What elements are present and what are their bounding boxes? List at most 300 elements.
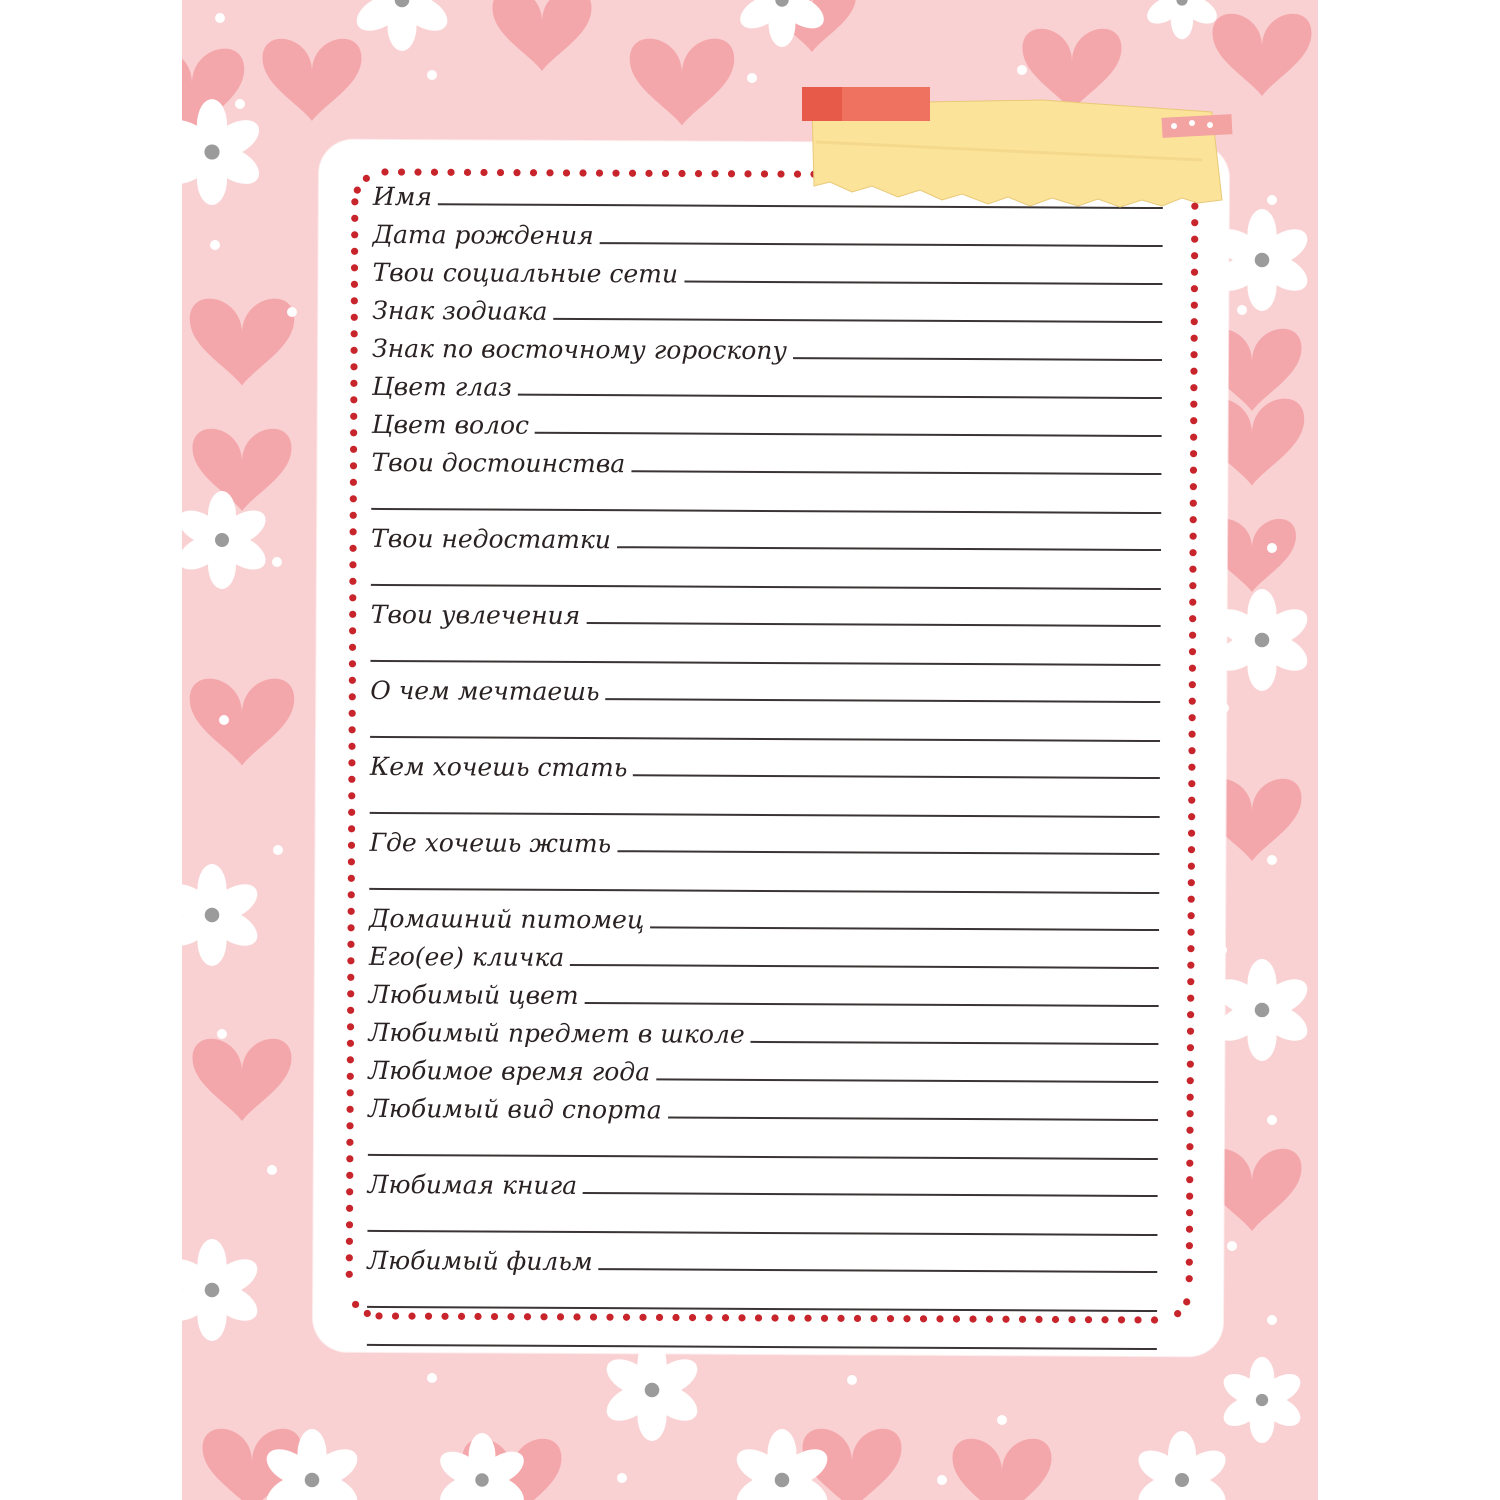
border-dot	[348, 842, 355, 849]
border-dot	[1191, 335, 1198, 342]
border-dot	[1189, 566, 1196, 573]
border-dot	[1190, 351, 1197, 358]
dot-decoration	[1227, 1241, 1237, 1251]
flower-icon	[182, 491, 271, 589]
questionnaire-card	[313, 140, 1229, 1357]
border-dot	[1191, 252, 1198, 259]
border-dot	[348, 875, 355, 882]
answer-line[interactable]	[668, 1115, 1158, 1121]
border-dot	[887, 1315, 894, 1322]
border-dot	[672, 1314, 679, 1321]
field-label: Любимая книга	[367, 1169, 578, 1200]
border-dot	[346, 1172, 353, 1179]
border-dot	[1187, 1011, 1194, 1018]
border-dot	[1186, 1143, 1193, 1150]
border-dot	[1189, 698, 1196, 705]
border-dot	[1186, 1259, 1193, 1266]
dot-decoration	[1267, 195, 1277, 205]
border-dot	[346, 1271, 353, 1278]
answer-line[interactable]	[617, 545, 1161, 551]
border-dot	[349, 677, 356, 684]
border-dot	[1186, 1127, 1193, 1134]
border-dot	[1188, 731, 1195, 738]
border-dot	[441, 1313, 448, 1320]
border-dot	[363, 175, 370, 182]
border-dot	[491, 1313, 498, 1320]
border-dot	[1186, 1160, 1193, 1167]
border-dot	[530, 169, 537, 176]
answer-line[interactable]	[585, 1001, 1159, 1007]
border-dot	[1035, 1316, 1042, 1323]
field-label: О чем мечтаешь	[370, 675, 600, 707]
border-dot	[348, 726, 355, 733]
border-dot	[821, 1315, 828, 1322]
answer-line[interactable]	[617, 849, 1159, 855]
border-dot	[579, 169, 586, 176]
border-dot	[1187, 962, 1194, 969]
dot-decoration	[223, 1265, 233, 1275]
dot-decoration	[1267, 855, 1277, 865]
border-dot	[1186, 1226, 1193, 1233]
border-dot	[1187, 929, 1194, 936]
border-dot	[837, 1315, 844, 1322]
heart-icon	[190, 299, 295, 386]
border-dot	[629, 170, 636, 177]
border-dot	[557, 1313, 564, 1320]
field-label: Твои увлечения	[370, 599, 581, 630]
border-dot	[349, 611, 356, 618]
form-field[interactable]	[372, 370, 1162, 406]
border-dot	[350, 446, 357, 453]
border-dot	[656, 1314, 663, 1321]
border-dot	[1191, 285, 1198, 292]
border-dot	[351, 198, 358, 205]
border-dot	[645, 170, 652, 177]
border-dot	[1188, 797, 1195, 804]
flower-icon	[351, 0, 454, 51]
field-label: Домашний питомец	[369, 903, 645, 935]
field-label: Его(ее) кличка	[368, 941, 565, 972]
form-field[interactable]	[369, 978, 1159, 1014]
border-dot	[347, 924, 354, 931]
border-dot	[986, 1316, 993, 1323]
border-dot	[346, 1122, 353, 1129]
border-dot	[1134, 1316, 1141, 1323]
border-dot	[1187, 945, 1194, 952]
border-dot	[347, 1073, 354, 1080]
border-dot	[1188, 813, 1195, 820]
border-dot	[347, 941, 354, 948]
field-label: Любимое время года	[368, 1055, 651, 1087]
form-field[interactable]	[369, 940, 1159, 976]
border-dot	[1187, 995, 1194, 1002]
border-dot	[347, 1056, 354, 1063]
dot-decoration	[210, 240, 220, 250]
border-dot	[1186, 1209, 1193, 1216]
dot-decoration	[217, 1029, 227, 1039]
border-dot	[349, 578, 356, 585]
border-dot	[1188, 896, 1195, 903]
border-dot	[347, 974, 354, 981]
border-dot	[1189, 533, 1196, 540]
dot-decoration	[1237, 305, 1247, 315]
answer-line[interactable]	[535, 431, 1162, 437]
heart-icon	[493, 0, 592, 71]
border-dot	[1189, 648, 1196, 655]
flower-icon	[435, 1433, 530, 1500]
border-dot	[788, 1314, 795, 1321]
border-dot	[1191, 269, 1198, 276]
border-dot	[507, 1313, 514, 1320]
border-dot	[346, 1254, 353, 1261]
border-dot	[761, 170, 768, 177]
field-label: Имя	[372, 181, 433, 212]
field-label: Где хочешь жить	[369, 827, 612, 859]
border-dot	[346, 1139, 353, 1146]
border-dot	[347, 1023, 354, 1030]
border-dot	[1187, 1061, 1194, 1068]
answer-line[interactable]	[605, 697, 1160, 703]
dot-decoration	[1017, 65, 1027, 75]
notebook-page	[182, 0, 1318, 1500]
dot-decoration	[427, 70, 437, 80]
border-dot	[350, 479, 357, 486]
border-dot	[408, 1313, 415, 1320]
border-dot	[1188, 879, 1195, 886]
dot-decoration	[847, 1375, 857, 1385]
border-dot	[755, 1314, 762, 1321]
border-dot	[351, 215, 358, 222]
form-field[interactable]	[368, 1092, 1158, 1128]
form-field[interactable]	[370, 750, 1160, 786]
border-dot	[1190, 384, 1197, 391]
flower-icon	[1211, 959, 1314, 1061]
form-field[interactable]	[370, 674, 1160, 710]
border-dot	[1188, 863, 1195, 870]
border-dot	[349, 594, 356, 601]
border-dot	[1190, 500, 1197, 507]
border-dot	[1085, 1316, 1092, 1323]
answer-line[interactable]	[793, 356, 1162, 361]
border-dot	[347, 1089, 354, 1096]
border-dot	[1189, 599, 1196, 606]
border-dot	[1186, 1242, 1193, 1249]
form-field[interactable]	[369, 826, 1159, 862]
dot-decoration	[287, 307, 297, 317]
border-dot	[794, 171, 801, 178]
border-dot	[497, 169, 504, 176]
border-dot	[524, 1313, 531, 1320]
heart-icon	[193, 429, 292, 511]
flower-icon	[1133, 1431, 1232, 1500]
border-dot	[1151, 1316, 1158, 1323]
border-dot	[350, 347, 357, 354]
border-dot	[350, 363, 357, 370]
border-dot	[1187, 1044, 1194, 1051]
border-dot	[392, 1312, 399, 1319]
border-dot	[1189, 615, 1196, 622]
answer-line[interactable]	[570, 963, 1159, 969]
border-dot	[1190, 434, 1197, 441]
border-dot	[346, 1238, 353, 1245]
border-dot	[351, 248, 358, 255]
border-dot	[1188, 846, 1195, 853]
border-dot	[1052, 1316, 1059, 1323]
dot-decoration	[273, 845, 283, 855]
form-field[interactable]	[371, 598, 1161, 634]
border-dot	[346, 1221, 353, 1228]
field-label: Кем хочешь стать	[369, 751, 628, 783]
border-dot	[347, 990, 354, 997]
border-dot	[623, 1314, 630, 1321]
border-dot	[464, 169, 471, 176]
washi-tape	[802, 82, 1242, 232]
answer-line[interactable]	[751, 1040, 1159, 1045]
form-field[interactable]	[368, 1016, 1158, 1052]
border-dot	[351, 231, 358, 238]
field-label: Любимый цвет	[368, 979, 579, 1010]
form-field[interactable]	[368, 1168, 1158, 1204]
answer-line[interactable]	[518, 393, 1162, 399]
border-dot	[351, 281, 358, 288]
border-dot	[350, 462, 357, 469]
answer-line[interactable]	[600, 241, 1163, 247]
border-dot	[936, 1315, 943, 1322]
border-dot	[969, 1315, 976, 1322]
field-label: Твои недостатки	[371, 523, 612, 555]
field-label: Дата рождения	[372, 219, 594, 251]
border-dot	[546, 169, 553, 176]
field-label: Знак зодиака	[372, 295, 548, 326]
border-dot	[346, 1188, 353, 1195]
border-dot	[346, 1155, 353, 1162]
border-dot	[662, 170, 669, 177]
border-dot	[350, 528, 357, 535]
answer-line[interactable]	[656, 1077, 1158, 1083]
border-dot	[346, 1205, 353, 1212]
answer-line[interactable]	[553, 317, 1162, 323]
border-dot	[1118, 1316, 1125, 1323]
border-dot	[920, 1315, 927, 1322]
border-dot	[347, 957, 354, 964]
border-dot	[1190, 368, 1197, 375]
answer-line[interactable]	[633, 773, 1160, 779]
answer-line[interactable]	[583, 1191, 1158, 1197]
border-dot	[1191, 302, 1198, 309]
border-dot	[1189, 665, 1196, 672]
form-field[interactable]	[372, 294, 1162, 330]
border-dot	[351, 330, 358, 337]
border-dot	[1190, 483, 1197, 490]
border-dot	[381, 168, 388, 175]
border-dot	[348, 743, 355, 750]
border-dot	[1190, 450, 1197, 457]
border-dot	[349, 627, 356, 634]
form-field[interactable]	[371, 446, 1161, 482]
dot-decoration	[747, 73, 757, 83]
border-dot	[348, 825, 355, 832]
border-dot	[350, 429, 357, 436]
border-dot	[348, 759, 355, 766]
border-dot	[350, 495, 357, 502]
answer-line[interactable]	[684, 280, 1162, 286]
border-dot	[348, 891, 355, 898]
border-dot	[1019, 1316, 1026, 1323]
border-dot	[744, 170, 751, 177]
border-dot	[375, 1312, 382, 1319]
border-dot	[1190, 467, 1197, 474]
dot-decoration	[427, 1373, 437, 1383]
border-dot	[777, 170, 784, 177]
field-label: Любимый предмет в школе	[368, 1017, 745, 1049]
border-dot	[738, 1314, 745, 1321]
flower-icon	[182, 1239, 263, 1341]
answer-line[interactable]	[631, 469, 1161, 475]
flower-icon	[601, 1339, 704, 1441]
form-field[interactable]	[372, 256, 1162, 292]
form-field[interactable]	[369, 902, 1159, 938]
dot-decoration	[272, 557, 282, 567]
border-dot	[398, 168, 405, 175]
border-dot	[705, 1314, 712, 1321]
border-dot	[606, 1314, 613, 1321]
field-label: Твои достоинства	[371, 447, 626, 479]
field-label: Цвет глаз	[371, 371, 512, 402]
border-dot	[347, 1007, 354, 1014]
form-field[interactable]	[367, 1244, 1157, 1280]
border-dot	[350, 396, 357, 403]
field-label: Знак по восточному гороскопу	[372, 333, 788, 366]
form-field[interactable]	[368, 1054, 1158, 1090]
flower-icon	[182, 864, 263, 966]
border-dot	[596, 169, 603, 176]
border-dot	[1183, 1298, 1190, 1305]
border-dot	[431, 169, 438, 176]
border-dot	[350, 413, 357, 420]
border-dot	[1188, 912, 1195, 919]
border-dot	[352, 1301, 359, 1308]
border-dot	[351, 297, 358, 304]
border-dot	[349, 644, 356, 651]
dot-decoration	[997, 1415, 1007, 1425]
border-dot	[903, 1315, 910, 1322]
border-dot	[1187, 1094, 1194, 1101]
border-dot	[1101, 1316, 1108, 1323]
border-dot	[1189, 632, 1196, 639]
border-dot	[350, 512, 357, 519]
border-dot	[349, 660, 356, 667]
border-dot	[346, 1106, 353, 1113]
heart-icon	[953, 1439, 1052, 1500]
border-dot	[1188, 747, 1195, 754]
border-dot	[1188, 764, 1195, 771]
border-dot	[347, 1040, 354, 1047]
border-dot	[513, 169, 520, 176]
border-dot	[804, 1315, 811, 1322]
border-dot	[1186, 1176, 1193, 1183]
dot-decoration	[267, 1165, 277, 1175]
dot-decoration	[617, 1473, 627, 1483]
border-dot	[540, 1313, 547, 1320]
dot-decoration	[1267, 1315, 1277, 1325]
form-field[interactable]	[371, 522, 1161, 558]
border-dot	[348, 792, 355, 799]
border-dot	[563, 169, 570, 176]
border-dot	[349, 561, 356, 568]
border-dot	[1189, 549, 1196, 556]
border-dot	[349, 693, 356, 700]
border-dot	[349, 710, 356, 717]
border-dot	[1188, 780, 1195, 787]
heart-icon	[630, 39, 735, 126]
border-dot	[1188, 830, 1195, 837]
border-dot	[1002, 1316, 1009, 1323]
border-dot	[678, 170, 685, 177]
border-dot	[348, 858, 355, 865]
border-dot	[447, 169, 454, 176]
form-field[interactable]	[372, 408, 1162, 444]
border-dot	[1191, 236, 1198, 243]
answer-line[interactable]	[599, 1267, 1158, 1273]
heart-icon	[190, 679, 295, 766]
form-field[interactable]	[372, 332, 1162, 368]
red-tape-piece	[802, 87, 930, 121]
heart-icon	[193, 1039, 292, 1121]
answer-line[interactable]	[586, 621, 1160, 627]
field-label: Любимый фильм	[367, 1245, 593, 1277]
field-label: Твои социальные сети	[372, 257, 679, 289]
border-dot	[711, 170, 718, 177]
border-dot	[1191, 318, 1198, 325]
field-label: Цвет волос	[371, 409, 530, 440]
border-dot	[351, 314, 358, 321]
border-dot	[854, 1315, 861, 1322]
border-dot	[1189, 714, 1196, 721]
flower-icon	[1142, 0, 1221, 39]
border-dot	[364, 1310, 371, 1317]
border-dot	[612, 170, 619, 177]
dot-decoration	[937, 1475, 947, 1485]
border-dot	[414, 169, 421, 176]
border-dot	[458, 1313, 465, 1320]
border-dot	[349, 545, 356, 552]
answer-line[interactable]	[650, 925, 1159, 931]
border-dot	[1187, 1077, 1194, 1084]
dot-decoration	[235, 99, 245, 109]
border-dot	[1186, 1275, 1193, 1282]
dot-decoration	[219, 715, 229, 725]
border-dot	[953, 1315, 960, 1322]
heart-icon	[263, 39, 362, 121]
border-dot	[350, 380, 357, 387]
pink-tape-piece	[1162, 114, 1233, 138]
border-dot	[689, 1314, 696, 1321]
border-dot	[728, 170, 735, 177]
border-dot	[573, 1313, 580, 1320]
border-dot	[1190, 516, 1197, 523]
border-dot	[1186, 1110, 1193, 1117]
border-dot	[639, 1314, 646, 1321]
field-label: Любимый вид спорта	[368, 1093, 662, 1125]
dot-decoration	[215, 13, 225, 23]
border-dot	[590, 1313, 597, 1320]
border-dot	[348, 908, 355, 915]
border-dot	[480, 169, 487, 176]
flower-icon	[1218, 1357, 1305, 1443]
border-dot	[771, 1314, 778, 1321]
border-dot	[695, 170, 702, 177]
border-dot	[870, 1315, 877, 1322]
